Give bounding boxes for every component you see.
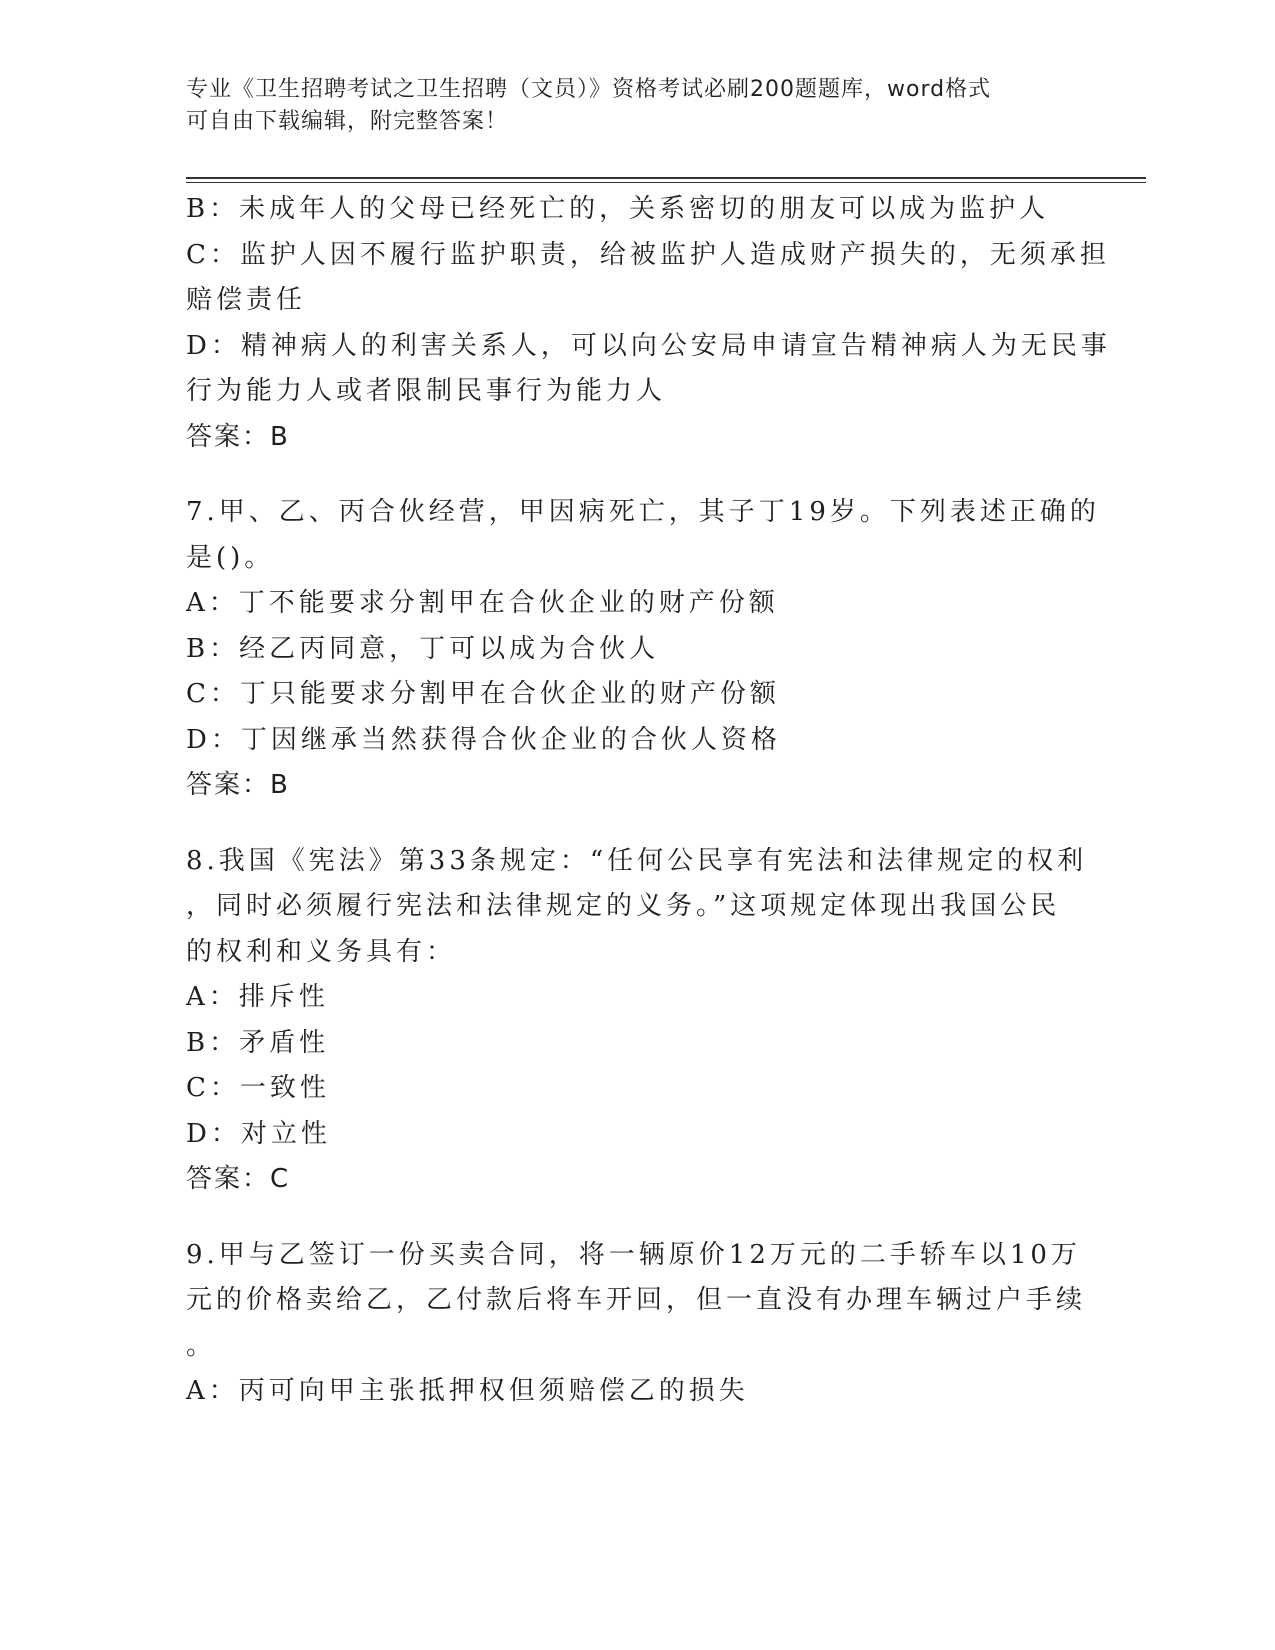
question-stem-continued: 是()。 — [186, 542, 275, 573]
option-a: A：排斥性 — [186, 982, 329, 1012]
question-stem: 9.甲与乙签订一份买卖合同，将一辆原价12万元的二手轿车以10万 — [186, 1239, 1081, 1270]
option-d-continued: 行为能力人或者限制民事行为能力人 — [186, 376, 667, 406]
header-divider-thick — [186, 177, 1146, 179]
option-b: B：矛盾性 — [186, 1027, 330, 1058]
option-c-continued: 赔偿责任 — [186, 285, 307, 315]
answer: 答案：B — [186, 421, 290, 452]
question-7 — [186, 490, 1100, 809]
option-d: D：精神病人的利害关系人，可以向公安局申请宣告精神病人为无民事 — [186, 330, 1111, 361]
question-gap — [186, 460, 1086, 490]
question-gap — [186, 1203, 1086, 1233]
question-stem: 8.我国《宪法》第33条规定：“任何公民享有宪法和法律规定的权利 — [186, 845, 1088, 876]
option-d: D：对立性 — [186, 1118, 331, 1149]
option-a: A：丙可向甲主张抵押权但须赔偿乙的损失 — [186, 1376, 749, 1406]
answer: 答案：C — [186, 1164, 291, 1194]
option-c: C：丁只能要求分割甲在合伙企业的财产份额 — [186, 679, 780, 709]
header-title-line-2: 可自由下载编辑，附完整答案！ — [186, 109, 509, 134]
question-9 — [186, 1233, 1086, 1415]
question-stem: 7.甲、乙、丙合伙经营，甲因病死亡，其子丁19岁。下列表述正确的 — [186, 497, 1100, 527]
header-divider-thin — [186, 182, 1146, 183]
question-list — [186, 187, 1111, 1415]
header-title-line-1: 专业《卫生招聘考试之卫生招聘（文员）》资格考试必刷200题题库，word格式 — [186, 77, 992, 102]
option-c: C：一致性 — [186, 1073, 330, 1103]
question-6 — [186, 187, 1111, 460]
question-stem-continued: 。 — [186, 1330, 217, 1361]
option-b: B：未成年人的父母已经死亡的，关系密切的朋友可以成为监护人 — [186, 194, 1050, 224]
option-d: D：丁因继承当然获得合伙企业的合伙人资格 — [186, 724, 781, 755]
option-a: A：丁不能要求分割甲在合伙企业的财产份额 — [186, 588, 779, 618]
question-8 — [186, 839, 1086, 1203]
answer: 答案：B — [186, 770, 290, 800]
option-b: B：经乙丙同意，丁可以成为合伙人 — [186, 633, 660, 664]
option-c: C：监护人因不履行监护职责，给被监护人造成财产损失的，无须承担 — [186, 239, 1110, 270]
question-stem-continued: 元的价格卖给乙，乙付款后将车开回，但一直没有办理车辆过户手续 — [186, 1285, 1087, 1315]
question-gap — [186, 809, 1086, 839]
question-stem-continued: 的权利和义务具有： — [186, 936, 457, 967]
question-stem-continued: ，同时必须履行宪法和法律规定的义务。”这项规定体现出我国公民 — [186, 891, 1061, 921]
page-header — [186, 74, 1066, 138]
